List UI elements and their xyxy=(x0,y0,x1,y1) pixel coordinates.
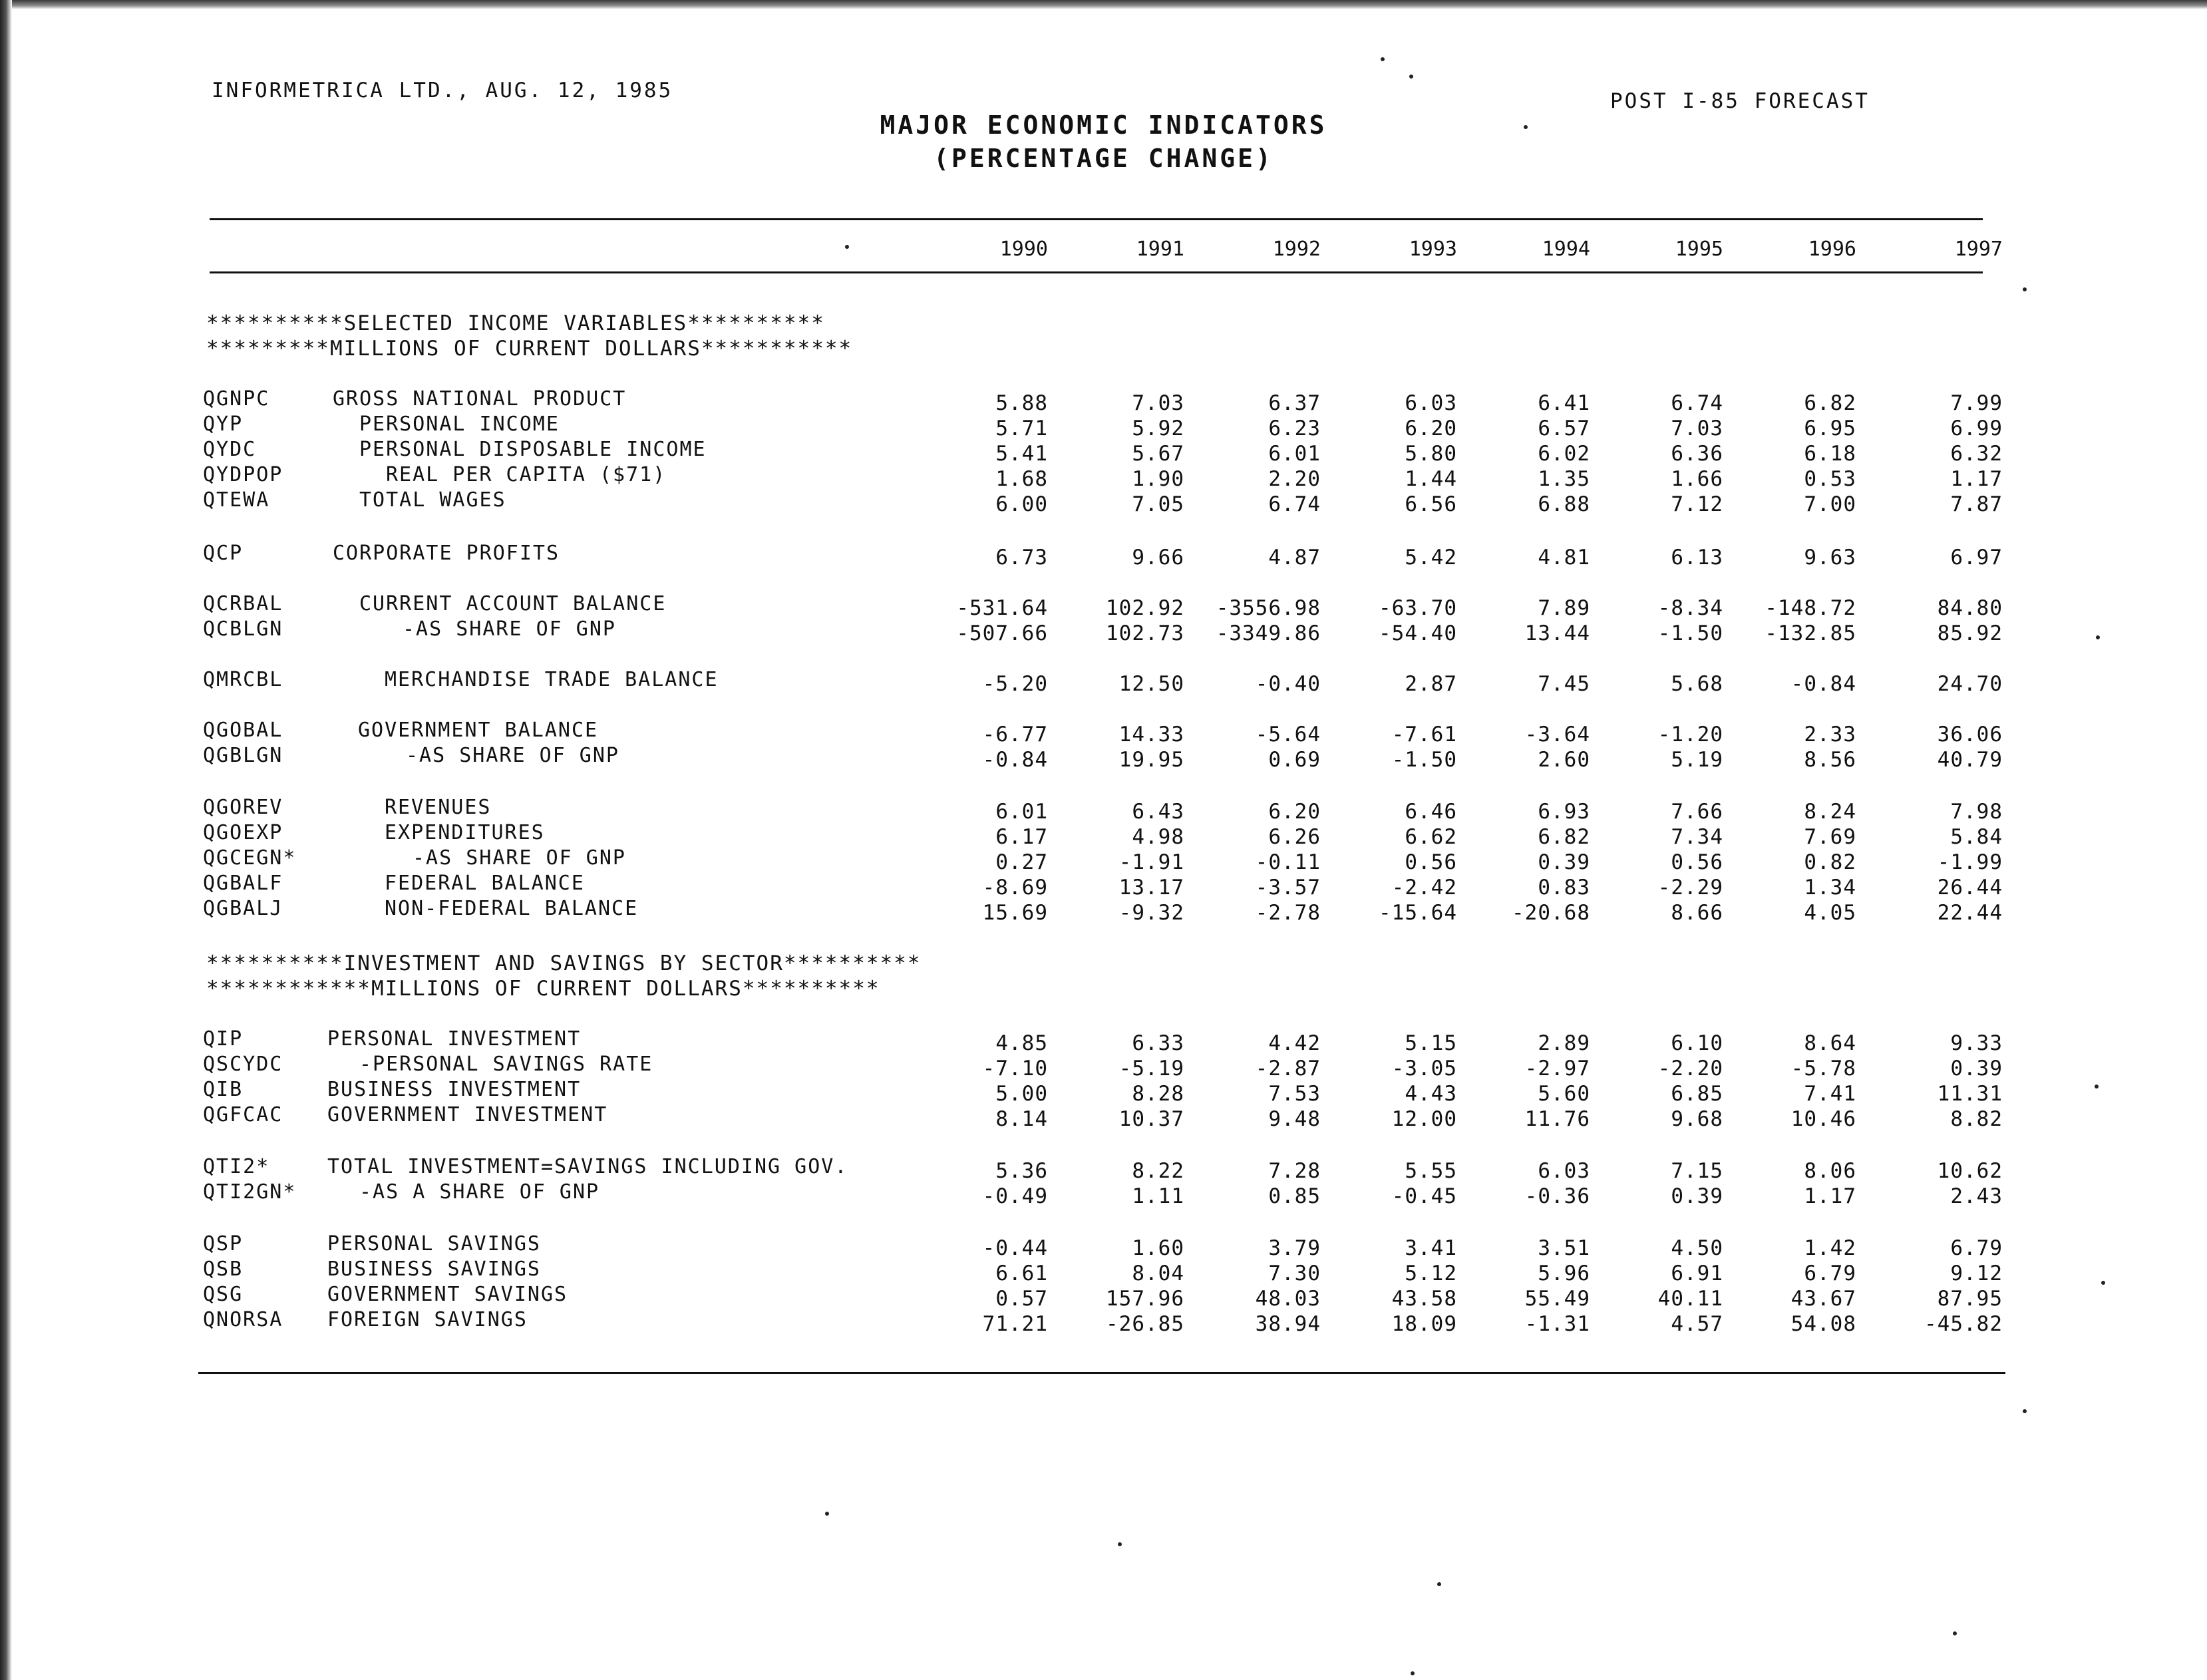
table-cell: 6.56 xyxy=(1405,492,1457,516)
row-code: QGBLGN xyxy=(203,744,283,767)
table-cell: 22.44 xyxy=(1937,901,2003,925)
table-cell: 4.81 xyxy=(1538,546,1590,570)
column-header-year: 1995 xyxy=(1675,238,1723,261)
table-cell: -5.19 xyxy=(1118,1057,1184,1081)
row-label: -AS SHARE OF GNP xyxy=(413,846,626,870)
table-cell: 6.23 xyxy=(1268,417,1321,440)
table-cell: 5.19 xyxy=(1671,748,1723,772)
table-cell: 7.99 xyxy=(1950,391,2003,415)
table-cell: 6.41 xyxy=(1538,391,1590,415)
table-cell: -0.84 xyxy=(1790,672,1856,696)
scan-speck xyxy=(2096,635,2100,639)
table-cell: 5.88 xyxy=(995,391,1048,415)
table-cell: 2.89 xyxy=(1538,1031,1590,1055)
row-label: REVENUES xyxy=(385,796,492,819)
table-cell: 8.28 xyxy=(1132,1082,1184,1106)
top-rule xyxy=(210,218,1983,220)
table-cell: -1.99 xyxy=(1937,850,2003,874)
table-cell: 6.74 xyxy=(1671,391,1723,415)
table-cell: 0.39 xyxy=(1538,850,1590,874)
section-income-title: **********SELECTED INCOME VARIABLES********** xyxy=(206,311,825,335)
table-cell: 0.85 xyxy=(1268,1184,1321,1208)
table-cell: -7.10 xyxy=(982,1057,1048,1081)
table-cell: 7.87 xyxy=(1950,492,2003,516)
table-cell: 5.15 xyxy=(1405,1031,1457,1055)
table-cell: 7.53 xyxy=(1268,1082,1321,1106)
table-cell: 5.68 xyxy=(1671,672,1723,696)
table-cell: 1.66 xyxy=(1671,467,1723,491)
table-cell: 1.68 xyxy=(995,467,1048,491)
table-cell: 36.06 xyxy=(1937,723,2003,747)
table-cell: 5.36 xyxy=(995,1159,1048,1183)
table-cell: -26.85 xyxy=(1106,1312,1184,1336)
row-label: PERSONAL SAVINGS xyxy=(327,1232,541,1256)
row-label: PERSONAL INVESTMENT xyxy=(327,1027,582,1051)
row-label: FEDERAL BALANCE xyxy=(385,872,585,895)
row-label: PERSONAL INCOME xyxy=(359,413,560,436)
table-cell: 6.18 xyxy=(1804,442,1856,466)
table-cell: 7.05 xyxy=(1132,492,1184,516)
table-cell: 2.87 xyxy=(1405,672,1457,696)
row-code: QNORSA xyxy=(203,1308,283,1331)
table-cell: 7.03 xyxy=(1132,391,1184,415)
table-cell: 5.67 xyxy=(1132,442,1184,466)
table-cell: -1.20 xyxy=(1657,723,1723,747)
row-code: QTEWA xyxy=(203,488,270,512)
table-cell: 5.60 xyxy=(1538,1082,1590,1106)
table-cell: 12.00 xyxy=(1391,1107,1457,1131)
table-cell: 6.73 xyxy=(995,546,1048,570)
table-cell: 54.08 xyxy=(1790,1312,1856,1336)
table-cell: 102.92 xyxy=(1106,596,1184,620)
table-cell: -2.78 xyxy=(1255,901,1321,925)
table-cell: -531.64 xyxy=(956,596,1048,620)
table-cell: -8.69 xyxy=(982,876,1048,900)
table-cell: -20.68 xyxy=(1512,901,1590,925)
table-cell: 5.96 xyxy=(1538,1261,1590,1285)
table-cell: 1.17 xyxy=(1804,1184,1856,1208)
row-label: GOVERNMENT INVESTMENT xyxy=(327,1103,608,1126)
table-cell: 5.84 xyxy=(1950,825,2003,849)
table-cell: -54.40 xyxy=(1379,621,1457,645)
table-cell: -3.64 xyxy=(1524,723,1590,747)
table-cell: 7.66 xyxy=(1671,800,1723,824)
table-cell: 2.60 xyxy=(1538,748,1590,772)
table-cell: -3.57 xyxy=(1255,876,1321,900)
bottom-rule xyxy=(198,1372,2005,1374)
table-cell: 4.98 xyxy=(1132,825,1184,849)
table-cell: -148.72 xyxy=(1765,596,1856,620)
table-cell: -507.66 xyxy=(956,621,1048,645)
table-cell: 5.92 xyxy=(1132,417,1184,440)
table-cell: 6.17 xyxy=(995,825,1048,849)
table-cell: 2.33 xyxy=(1804,723,1856,747)
table-cell: 0.39 xyxy=(1950,1057,2003,1081)
table-cell: 6.74 xyxy=(1268,492,1321,516)
table-cell: 6.85 xyxy=(1671,1082,1723,1106)
table-cell: 43.67 xyxy=(1790,1287,1856,1311)
table-cell: -1.91 xyxy=(1118,850,1184,874)
table-cell: 10.37 xyxy=(1118,1107,1184,1131)
table-cell: -0.40 xyxy=(1255,672,1321,696)
table-cell: 0.39 xyxy=(1671,1184,1723,1208)
table-cell: -5.20 xyxy=(982,672,1048,696)
row-code: QGOEXP xyxy=(203,821,283,844)
table-cell: 5.55 xyxy=(1405,1159,1457,1183)
table-cell: 40.11 xyxy=(1657,1287,1723,1311)
table-cell: 11.31 xyxy=(1937,1082,2003,1106)
table-cell: -5.64 xyxy=(1255,723,1321,747)
table-cell: 6.01 xyxy=(995,800,1048,824)
row-label: -AS SHARE OF GNP xyxy=(406,744,619,767)
table-cell: -3556.98 xyxy=(1216,596,1321,620)
table-cell: 18.09 xyxy=(1391,1312,1457,1336)
table-cell: -63.70 xyxy=(1379,596,1457,620)
row-code: QCP xyxy=(203,542,244,565)
table-cell: 5.12 xyxy=(1405,1261,1457,1285)
table-cell: 4.85 xyxy=(995,1031,1048,1055)
scan-speck xyxy=(2101,1281,2105,1285)
row-code: QSP xyxy=(203,1232,244,1256)
table-cell: 11.76 xyxy=(1524,1107,1590,1131)
row-code: QSG xyxy=(203,1283,244,1306)
table-cell: 7.41 xyxy=(1804,1082,1856,1106)
column-header-year: 1996 xyxy=(1808,238,1856,261)
table-cell: 5.80 xyxy=(1405,442,1457,466)
table-cell: 6.91 xyxy=(1671,1261,1723,1285)
table-cell: 8.64 xyxy=(1804,1031,1856,1055)
table-cell: 0.82 xyxy=(1804,850,1856,874)
table-cell: -1.50 xyxy=(1657,621,1723,645)
table-cell: -1.31 xyxy=(1524,1312,1590,1336)
table-cell: 6.79 xyxy=(1804,1261,1856,1285)
table-cell: 7.15 xyxy=(1671,1159,1723,1183)
table-cell: 8.14 xyxy=(995,1107,1048,1131)
table-cell: -45.82 xyxy=(1924,1312,2003,1336)
table-cell: 4.05 xyxy=(1804,901,1856,925)
table-cell: 5.00 xyxy=(995,1082,1048,1106)
table-cell: 6.20 xyxy=(1405,417,1457,440)
scan-edge-top xyxy=(0,0,2207,9)
row-code: QYDC xyxy=(203,438,257,461)
table-cell: 6.61 xyxy=(995,1261,1048,1285)
row-code: QYDPOP xyxy=(203,463,283,486)
scan-edge-left xyxy=(0,0,12,1680)
table-cell: 6.97 xyxy=(1950,546,2003,570)
column-header-year: 1992 xyxy=(1272,238,1321,261)
table-cell: 1.44 xyxy=(1405,467,1457,491)
scan-speck xyxy=(1411,1671,1415,1675)
table-cell: 8.22 xyxy=(1132,1159,1184,1183)
table-cell: 3.41 xyxy=(1405,1236,1457,1260)
table-cell: -2.97 xyxy=(1524,1057,1590,1081)
table-cell: 7.30 xyxy=(1268,1261,1321,1285)
table-cell: -7.61 xyxy=(1391,723,1457,747)
row-label: REAL PER CAPITA ($71) xyxy=(386,463,667,486)
table-cell: 9.33 xyxy=(1950,1031,2003,1055)
table-cell: 5.41 xyxy=(995,442,1048,466)
page-subtitle: (PERCENTAGE CHANGE) xyxy=(934,144,1273,173)
table-cell: 3.79 xyxy=(1268,1236,1321,1260)
table-cell: 8.66 xyxy=(1671,901,1723,925)
table-cell: 24.70 xyxy=(1937,672,2003,696)
table-cell: 4.50 xyxy=(1671,1236,1723,1260)
table-cell: 7.89 xyxy=(1538,596,1590,620)
row-label: FOREIGN SAVINGS xyxy=(327,1308,528,1331)
scan-speck xyxy=(1953,1631,1957,1635)
table-cell: 6.62 xyxy=(1405,825,1457,849)
row-code: QGCEGN* xyxy=(203,846,297,870)
table-cell: 6.46 xyxy=(1405,800,1457,824)
table-cell: 7.28 xyxy=(1268,1159,1321,1183)
row-label: NON-FEDERAL BALANCE xyxy=(385,897,639,920)
scan-speck xyxy=(845,245,849,249)
row-label: GROSS NATIONAL PRODUCT xyxy=(333,387,627,411)
table-cell: 14.33 xyxy=(1118,723,1184,747)
table-cell: -5.78 xyxy=(1790,1057,1856,1081)
table-cell: 6.37 xyxy=(1268,391,1321,415)
row-label: TOTAL INVESTMENT=SAVINGS INCLUDING GOV. xyxy=(327,1155,848,1178)
table-cell: 0.56 xyxy=(1405,850,1457,874)
table-cell: 10.62 xyxy=(1937,1159,2003,1183)
table-cell: 7.12 xyxy=(1671,492,1723,516)
table-cell: 0.69 xyxy=(1268,748,1321,772)
table-cell: -132.85 xyxy=(1765,621,1856,645)
scan-speck xyxy=(1118,1542,1122,1546)
scan-speck xyxy=(1437,1582,1441,1586)
scan-speck xyxy=(2023,1409,2027,1413)
page-title: MAJOR ECONOMIC INDICATORS xyxy=(880,110,1327,140)
table-cell: 7.00 xyxy=(1804,492,1856,516)
table-cell: 6.03 xyxy=(1405,391,1457,415)
section-invest-title: **********INVESTMENT AND SAVINGS BY SECTOR********** xyxy=(206,951,922,975)
table-cell: 8.04 xyxy=(1132,1261,1184,1285)
row-code: QGNPC xyxy=(203,387,270,411)
table-cell: 1.90 xyxy=(1132,467,1184,491)
table-cell: -15.64 xyxy=(1379,901,1457,925)
column-header-year: 1997 xyxy=(1954,238,2003,261)
table-cell: 1.35 xyxy=(1538,467,1590,491)
row-code: QGBALJ xyxy=(203,897,283,920)
table-cell: 87.95 xyxy=(1937,1287,2003,1311)
row-code: QCBLGN xyxy=(203,617,283,641)
row-label: -PERSONAL SAVINGS RATE xyxy=(359,1053,653,1076)
table-cell: 5.71 xyxy=(995,417,1048,440)
scan-speck xyxy=(2095,1085,2099,1089)
table-cell: 8.56 xyxy=(1804,748,1856,772)
row-code: QSCYDC xyxy=(203,1053,283,1076)
row-code: QGOBAL xyxy=(203,719,283,742)
table-cell: -2.20 xyxy=(1657,1057,1723,1081)
table-cell: 1.11 xyxy=(1132,1184,1184,1208)
table-cell: 6.20 xyxy=(1268,800,1321,824)
table-cell: 13.17 xyxy=(1118,876,1184,900)
table-cell: 9.63 xyxy=(1804,546,1856,570)
table-cell: 3.51 xyxy=(1538,1236,1590,1260)
table-cell: 9.68 xyxy=(1671,1107,1723,1131)
table-cell: 6.32 xyxy=(1950,442,2003,466)
table-cell: -0.11 xyxy=(1255,850,1321,874)
table-cell: 1.17 xyxy=(1950,467,2003,491)
table-cell: 8.82 xyxy=(1950,1107,2003,1131)
row-label: GOVERNMENT BALANCE xyxy=(358,719,599,742)
table-cell: -2.42 xyxy=(1391,876,1457,900)
table-cell: 4.42 xyxy=(1268,1031,1321,1055)
table-cell: 4.87 xyxy=(1268,546,1321,570)
table-cell: 9.12 xyxy=(1950,1261,2003,1285)
table-cell: 6.93 xyxy=(1538,800,1590,824)
table-cell: 0.83 xyxy=(1538,876,1590,900)
table-cell: 1.60 xyxy=(1132,1236,1184,1260)
table-cell: 15.69 xyxy=(982,901,1048,925)
scan-speck xyxy=(1524,125,1528,129)
table-cell: 84.80 xyxy=(1937,596,2003,620)
table-cell: 19.95 xyxy=(1118,748,1184,772)
row-code: QYP xyxy=(203,413,244,436)
table-cell: 13.44 xyxy=(1524,621,1590,645)
table-cell: 6.01 xyxy=(1268,442,1321,466)
row-label: EXPENDITURES xyxy=(385,821,545,844)
row-code: QSB xyxy=(203,1258,244,1281)
table-cell: 6.88 xyxy=(1538,492,1590,516)
section-income-subtitle: *********MILLIONS OF CURRENT DOLLARS*********** xyxy=(206,337,853,361)
scan-speck xyxy=(1381,57,1385,61)
table-cell: 6.26 xyxy=(1268,825,1321,849)
table-cell: 157.96 xyxy=(1106,1287,1184,1311)
table-cell: 6.57 xyxy=(1538,417,1590,440)
table-cell: -0.49 xyxy=(982,1184,1048,1208)
table-cell: 9.66 xyxy=(1132,546,1184,570)
table-cell: -0.36 xyxy=(1524,1184,1590,1208)
table-cell: 4.43 xyxy=(1405,1082,1457,1106)
row-code: QCRBAL xyxy=(203,592,283,615)
table-cell: 0.56 xyxy=(1671,850,1723,874)
table-cell: -3349.86 xyxy=(1216,621,1321,645)
table-cell: 40.79 xyxy=(1937,748,2003,772)
row-label: CURRENT ACCOUNT BALANCE xyxy=(359,592,667,615)
table-cell: 7.69 xyxy=(1804,825,1856,849)
row-code: QTI2GN* xyxy=(203,1180,297,1204)
table-cell: 6.03 xyxy=(1538,1159,1590,1183)
table-cell: 6.79 xyxy=(1950,1236,2003,1260)
table-cell: 10.46 xyxy=(1790,1107,1856,1131)
row-label: TOTAL WAGES xyxy=(359,488,506,512)
table-cell: 12.50 xyxy=(1118,672,1184,696)
table-cell: 6.36 xyxy=(1671,442,1723,466)
table-cell: 6.02 xyxy=(1538,442,1590,466)
row-code: QMRCBL xyxy=(203,668,283,691)
table-cell: 85.92 xyxy=(1937,621,2003,645)
table-cell: 6.82 xyxy=(1538,825,1590,849)
table-cell: 0.53 xyxy=(1804,467,1856,491)
table-cell: -1.50 xyxy=(1391,748,1457,772)
table-cell: -9.32 xyxy=(1118,901,1184,925)
column-header-year: 1991 xyxy=(1136,238,1184,261)
column-header-year: 1994 xyxy=(1542,238,1590,261)
column-header-year: 1993 xyxy=(1409,238,1457,261)
table-cell: 4.57 xyxy=(1671,1312,1723,1336)
table-cell: 5.42 xyxy=(1405,546,1457,570)
table-cell: -8.34 xyxy=(1657,596,1723,620)
table-cell: -2.87 xyxy=(1255,1057,1321,1081)
row-label: -AS A SHARE OF GNP xyxy=(359,1180,600,1204)
row-label: -AS SHARE OF GNP xyxy=(403,617,616,641)
scan-speck xyxy=(2023,287,2027,291)
row-code: QGBALF xyxy=(203,872,283,895)
table-cell: 6.43 xyxy=(1132,800,1184,824)
header-rule xyxy=(210,271,1983,273)
scan-speck xyxy=(1409,75,1413,79)
row-label: PERSONAL DISPOSABLE INCOME xyxy=(359,438,707,461)
row-label: CORPORATE PROFITS xyxy=(333,542,560,565)
row-label: BUSINESS SAVINGS xyxy=(327,1258,541,1281)
row-label: GOVERNMENT SAVINGS xyxy=(327,1283,568,1306)
column-header-year: 1990 xyxy=(999,238,1048,261)
table-cell: -3.05 xyxy=(1391,1057,1457,1081)
row-code: QIB xyxy=(203,1078,244,1101)
section-invest-subtitle: ************MILLIONS OF CURRENT DOLLARS********** xyxy=(206,977,880,1001)
table-cell: -2.29 xyxy=(1657,876,1723,900)
table-cell: 6.95 xyxy=(1804,417,1856,440)
forecast-label: POST I-85 FORECAST xyxy=(1610,89,1870,113)
document-source: INFORMETRICA LTD., AUG. 12, 1985 xyxy=(212,79,673,102)
table-cell: 8.24 xyxy=(1804,800,1856,824)
row-code: QGFCAC xyxy=(203,1103,283,1126)
table-cell: 1.42 xyxy=(1804,1236,1856,1260)
table-cell: 7.98 xyxy=(1950,800,2003,824)
table-cell: 7.45 xyxy=(1538,672,1590,696)
table-cell: 26.44 xyxy=(1937,876,2003,900)
row-code: QIP xyxy=(203,1027,244,1051)
table-cell: -0.84 xyxy=(982,748,1048,772)
table-cell: 6.13 xyxy=(1671,546,1723,570)
table-cell: 7.34 xyxy=(1671,825,1723,849)
table-cell: 9.48 xyxy=(1268,1107,1321,1131)
table-cell: 0.27 xyxy=(995,850,1048,874)
table-cell: 2.43 xyxy=(1950,1184,2003,1208)
table-cell: 6.10 xyxy=(1671,1031,1723,1055)
table-cell: 71.21 xyxy=(982,1312,1048,1336)
row-code: QGOREV xyxy=(203,796,283,819)
table-cell: 43.58 xyxy=(1391,1287,1457,1311)
table-cell: -6.77 xyxy=(982,723,1048,747)
scan-speck xyxy=(825,1512,829,1516)
table-cell: 38.94 xyxy=(1255,1312,1321,1336)
table-cell: 102.73 xyxy=(1106,621,1184,645)
table-cell: 48.03 xyxy=(1255,1287,1321,1311)
row-label: MERCHANDISE TRADE BALANCE xyxy=(385,668,719,691)
table-cell: 0.57 xyxy=(995,1287,1048,1311)
table-cell: 6.33 xyxy=(1132,1031,1184,1055)
table-cell: 6.00 xyxy=(995,492,1048,516)
row-code: QTI2* xyxy=(203,1155,270,1178)
table-cell: 7.03 xyxy=(1671,417,1723,440)
table-cell: 8.06 xyxy=(1804,1159,1856,1183)
table-cell: -0.44 xyxy=(982,1236,1048,1260)
table-cell: 1.34 xyxy=(1804,876,1856,900)
row-label: BUSINESS INVESTMENT xyxy=(327,1078,582,1101)
table-cell: -0.45 xyxy=(1391,1184,1457,1208)
table-cell: 6.82 xyxy=(1804,391,1856,415)
table-cell: 55.49 xyxy=(1524,1287,1590,1311)
table-cell: 6.99 xyxy=(1950,417,2003,440)
table-cell: 2.20 xyxy=(1268,467,1321,491)
